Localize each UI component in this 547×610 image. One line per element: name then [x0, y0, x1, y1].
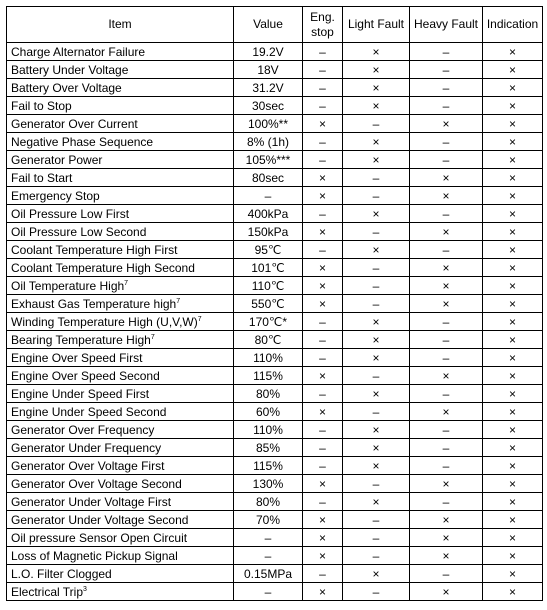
cell-heavy-fault: × [410, 259, 483, 277]
item-label: Generator Over Current [11, 116, 138, 131]
cell-item [7, 385, 234, 403]
cell-item [7, 475, 234, 493]
cell-eng-stop: × [303, 511, 343, 529]
cell-value: 31.2V [234, 79, 303, 97]
cell-light-fault: – [343, 547, 410, 565]
cell-eng-stop: × [303, 295, 343, 313]
footnote-mark: 7 [124, 279, 129, 287]
item-label: Generator Power [11, 152, 103, 167]
table-row [7, 421, 543, 439]
cell-item [7, 457, 234, 475]
cell-value: 110℃ [234, 277, 303, 295]
table-row [7, 115, 543, 133]
cell-item [7, 169, 234, 187]
cell-eng-stop: – [303, 79, 343, 97]
header-eng-stop: Eng. stop [303, 7, 343, 43]
cell-light-fault: × [343, 565, 410, 583]
item-label: Engine Under Speed Second [11, 404, 167, 419]
alarm-table [6, 6, 543, 601]
cell-indication: × [483, 133, 543, 151]
item-label: Generator Under Voltage First [11, 494, 172, 509]
table-row [7, 223, 543, 241]
cell-light-fault: × [343, 61, 410, 79]
cell-item [7, 547, 234, 565]
cell-eng-stop: – [303, 313, 343, 331]
item-label: Winding Temperature High (U,V,W) [11, 314, 198, 329]
cell-light-fault: × [343, 43, 410, 61]
cell-light-fault: – [343, 259, 410, 277]
cell-item [7, 565, 234, 583]
cell-value: 170℃* [234, 313, 303, 331]
cell-value: 105%*** [234, 151, 303, 169]
cell-eng-stop: × [303, 259, 343, 277]
item-label: Oil pressure Sensor Open Circuit [11, 530, 188, 545]
cell-eng-stop: × [303, 475, 343, 493]
item-label: Oil Temperature High [11, 278, 125, 293]
cell-value: 115% [234, 457, 303, 475]
item-label: Electrical Trip [11, 584, 84, 599]
cell-eng-stop: – [303, 61, 343, 79]
item-label: Generator Under Voltage Second [11, 512, 189, 527]
cell-indication: × [483, 367, 543, 385]
table-row [7, 565, 543, 583]
table-row [7, 511, 543, 529]
cell-eng-stop: × [303, 169, 343, 187]
cell-value: – [234, 583, 303, 601]
footnote-mark: 7 [197, 315, 202, 323]
cell-eng-stop: – [303, 133, 343, 151]
cell-eng-stop: – [303, 457, 343, 475]
cell-eng-stop: – [303, 439, 343, 457]
cell-heavy-fault: – [410, 385, 483, 403]
item-label: Engine Under Speed First [11, 386, 150, 401]
cell-indication: × [483, 241, 543, 259]
cell-heavy-fault: – [410, 97, 483, 115]
table-row [7, 403, 543, 421]
cell-heavy-fault: × [410, 169, 483, 187]
cell-light-fault: × [343, 205, 410, 223]
item-label: Engine Over Speed Second [11, 368, 160, 383]
cell-item [7, 259, 234, 277]
cell-light-fault: × [343, 331, 410, 349]
cell-light-fault: × [343, 439, 410, 457]
cell-light-fault: – [343, 511, 410, 529]
cell-item [7, 151, 234, 169]
cell-indication: × [483, 259, 543, 277]
item-label: Battery Over Voltage [11, 80, 122, 95]
header-row [7, 7, 543, 43]
cell-heavy-fault: – [410, 205, 483, 223]
cell-eng-stop: × [303, 187, 343, 205]
cell-value: – [234, 187, 303, 205]
cell-light-fault: – [343, 187, 410, 205]
cell-value: 101℃ [234, 259, 303, 277]
cell-item [7, 295, 234, 313]
cell-indication: × [483, 223, 543, 241]
cell-indication: × [483, 79, 543, 97]
cell-heavy-fault: × [410, 403, 483, 421]
cell-value: 400kPa [234, 205, 303, 223]
cell-indication: × [483, 511, 543, 529]
table-row [7, 295, 543, 313]
cell-item [7, 43, 234, 61]
cell-eng-stop: – [303, 421, 343, 439]
cell-light-fault: × [343, 349, 410, 367]
cell-heavy-fault: – [410, 421, 483, 439]
item-label: Battery Under Voltage [11, 62, 129, 77]
cell-heavy-fault: – [410, 313, 483, 331]
cell-item [7, 493, 234, 511]
cell-item [7, 187, 234, 205]
cell-item [7, 115, 234, 133]
cell-heavy-fault: × [410, 367, 483, 385]
header-item: Item [7, 7, 234, 43]
cell-heavy-fault: × [410, 223, 483, 241]
cell-indication: × [483, 565, 543, 583]
cell-eng-stop: × [303, 583, 343, 601]
table-row [7, 547, 543, 565]
cell-heavy-fault: – [410, 151, 483, 169]
cell-value: 18V [234, 61, 303, 79]
table-row [7, 277, 543, 295]
item-label: Exhaust Gas Temperature high [11, 296, 177, 311]
cell-value: 70% [234, 511, 303, 529]
cell-item [7, 205, 234, 223]
header-indication: Indication [483, 7, 543, 43]
cell-eng-stop: – [303, 385, 343, 403]
item-label: Generator Over Frequency [11, 422, 155, 437]
cell-item [7, 277, 234, 295]
item-label: Coolant Temperature High First [11, 242, 178, 257]
cell-value: 150kPa [234, 223, 303, 241]
item-label: Emergency Stop [11, 188, 100, 203]
cell-light-fault: – [343, 475, 410, 493]
cell-eng-stop: – [303, 493, 343, 511]
footnote-mark: 7 [176, 297, 181, 305]
item-label: Fail to Start [11, 170, 73, 185]
cell-indication: × [483, 277, 543, 295]
cell-value: 30sec [234, 97, 303, 115]
item-label: Fail to Stop [11, 98, 72, 113]
cell-light-fault: – [343, 529, 410, 547]
cell-value: 115% [234, 367, 303, 385]
cell-indication: × [483, 151, 543, 169]
cell-item [7, 421, 234, 439]
table-row [7, 583, 543, 601]
cell-value: 110% [234, 421, 303, 439]
cell-light-fault: – [343, 277, 410, 295]
cell-value: – [234, 529, 303, 547]
cell-item [7, 79, 234, 97]
table-row [7, 385, 543, 403]
table-row [7, 169, 543, 187]
cell-light-fault: × [343, 241, 410, 259]
header-heavy-fault: Heavy Fault [410, 7, 483, 43]
cell-heavy-fault: × [410, 295, 483, 313]
cell-light-fault: × [343, 457, 410, 475]
cell-item [7, 511, 234, 529]
cell-eng-stop: – [303, 43, 343, 61]
cell-light-fault: – [343, 367, 410, 385]
table-row [7, 61, 543, 79]
table-row [7, 457, 543, 475]
cell-light-fault: – [343, 223, 410, 241]
cell-indication: × [483, 187, 543, 205]
cell-heavy-fault: – [410, 349, 483, 367]
cell-value: 130% [234, 475, 303, 493]
cell-light-fault: × [343, 151, 410, 169]
cell-heavy-fault: – [410, 439, 483, 457]
cell-heavy-fault: × [410, 529, 483, 547]
cell-value: – [234, 547, 303, 565]
cell-heavy-fault: – [410, 43, 483, 61]
cell-eng-stop: × [303, 115, 343, 133]
table-row [7, 151, 543, 169]
cell-indication: × [483, 115, 543, 133]
table-row [7, 259, 543, 277]
cell-indication: × [483, 547, 543, 565]
item-label: Loss of Magnetic Pickup Signal [11, 548, 178, 563]
cell-value: 19.2V [234, 43, 303, 61]
cell-value: 95℃ [234, 241, 303, 259]
cell-heavy-fault: – [410, 331, 483, 349]
table-row [7, 529, 543, 547]
cell-eng-stop: – [303, 241, 343, 259]
cell-light-fault: – [343, 115, 410, 133]
cell-light-fault: × [343, 79, 410, 97]
cell-heavy-fault: – [410, 241, 483, 259]
table-row [7, 205, 543, 223]
cell-item [7, 313, 234, 331]
cell-heavy-fault: × [410, 277, 483, 295]
cell-light-fault: × [343, 97, 410, 115]
cell-heavy-fault: × [410, 511, 483, 529]
cell-indication: × [483, 295, 543, 313]
cell-item [7, 223, 234, 241]
cell-heavy-fault: – [410, 61, 483, 79]
cell-eng-stop: × [303, 367, 343, 385]
cell-item [7, 529, 234, 547]
item-label: L.O. Filter Clogged [11, 566, 112, 581]
cell-indication: × [483, 421, 543, 439]
cell-indication: × [483, 457, 543, 475]
cell-light-fault: × [343, 133, 410, 151]
table-row [7, 493, 543, 511]
cell-indication: × [483, 385, 543, 403]
cell-eng-stop: × [303, 223, 343, 241]
header-light-fault: Light Fault [343, 7, 410, 43]
table-row [7, 133, 543, 151]
table-row [7, 331, 543, 349]
footnote-mark: 3 [83, 585, 87, 593]
cell-eng-stop: × [303, 547, 343, 565]
cell-heavy-fault: – [410, 565, 483, 583]
footnote-mark: 7 [150, 333, 155, 341]
table-row [7, 241, 543, 259]
cell-indication: × [483, 331, 543, 349]
cell-heavy-fault: × [410, 187, 483, 205]
cell-indication: × [483, 439, 543, 457]
cell-item [7, 403, 234, 421]
cell-eng-stop: × [303, 403, 343, 421]
alarm-table-container [6, 6, 543, 601]
table-row [7, 313, 543, 331]
cell-item [7, 439, 234, 457]
item-label: Generator Over Voltage First [11, 458, 165, 473]
cell-light-fault: – [343, 583, 410, 601]
cell-light-fault: – [343, 403, 410, 421]
item-label: Charge Alternator Failure [11, 44, 146, 59]
cell-eng-stop: – [303, 151, 343, 169]
cell-value: 8% (1h) [234, 133, 303, 151]
cell-indication: × [483, 169, 543, 187]
table-row [7, 367, 543, 385]
cell-heavy-fault: × [410, 475, 483, 493]
cell-value: 80℃ [234, 331, 303, 349]
cell-value: 80% [234, 385, 303, 403]
cell-heavy-fault: × [410, 547, 483, 565]
table-body [7, 43, 543, 601]
cell-indication: × [483, 403, 543, 421]
cell-value: 60% [234, 403, 303, 421]
cell-indication: × [483, 313, 543, 331]
table-row [7, 43, 543, 61]
cell-heavy-fault: × [410, 115, 483, 133]
cell-heavy-fault: – [410, 133, 483, 151]
cell-light-fault: – [343, 295, 410, 313]
item-label: Engine Over Speed First [11, 350, 143, 365]
cell-eng-stop: – [303, 565, 343, 583]
cell-heavy-fault: – [410, 79, 483, 97]
item-label: Oil Pressure Low First [11, 206, 130, 221]
cell-eng-stop: × [303, 529, 343, 547]
cell-indication: × [483, 61, 543, 79]
cell-item [7, 133, 234, 151]
cell-indication: × [483, 97, 543, 115]
cell-indication: × [483, 583, 543, 601]
cell-light-fault: × [343, 493, 410, 511]
item-label: Oil Pressure Low Second [11, 224, 147, 239]
table-row [7, 187, 543, 205]
cell-heavy-fault: – [410, 493, 483, 511]
table-row [7, 475, 543, 493]
cell-value: 80% [234, 493, 303, 511]
cell-indication: × [483, 43, 543, 61]
cell-item [7, 241, 234, 259]
table-row [7, 439, 543, 457]
cell-indication: × [483, 349, 543, 367]
cell-item [7, 367, 234, 385]
cell-item [7, 97, 234, 115]
table-row [7, 97, 543, 115]
cell-eng-stop: – [303, 331, 343, 349]
cell-item [7, 349, 234, 367]
header-value: Value [234, 7, 303, 43]
cell-value: 80sec [234, 169, 303, 187]
item-label: Generator Under Frequency [11, 440, 162, 455]
table-row [7, 349, 543, 367]
cell-indication: × [483, 205, 543, 223]
cell-indication: × [483, 493, 543, 511]
cell-item [7, 331, 234, 349]
cell-value: 100%** [234, 115, 303, 133]
item-label: Bearing Temperature High [11, 332, 151, 347]
cell-heavy-fault: × [410, 583, 483, 601]
cell-light-fault: × [343, 421, 410, 439]
cell-value: 110% [234, 349, 303, 367]
table-row [7, 79, 543, 97]
cell-light-fault: – [343, 169, 410, 187]
cell-eng-stop: – [303, 97, 343, 115]
cell-value: 0.15MPa [234, 565, 303, 583]
cell-item [7, 583, 234, 601]
cell-light-fault: × [343, 313, 410, 331]
cell-heavy-fault: – [410, 457, 483, 475]
cell-eng-stop: – [303, 349, 343, 367]
cell-value: 85% [234, 439, 303, 457]
cell-value: 550℃ [234, 295, 303, 313]
cell-eng-stop: × [303, 277, 343, 295]
cell-indication: × [483, 475, 543, 493]
cell-indication: × [483, 529, 543, 547]
cell-eng-stop: – [303, 205, 343, 223]
cell-light-fault: × [343, 385, 410, 403]
item-label: Generator Over Voltage Second [11, 476, 182, 491]
item-label: Coolant Temperature High Second [11, 260, 195, 275]
item-label: Negative Phase Sequence [11, 134, 154, 149]
cell-item [7, 61, 234, 79]
